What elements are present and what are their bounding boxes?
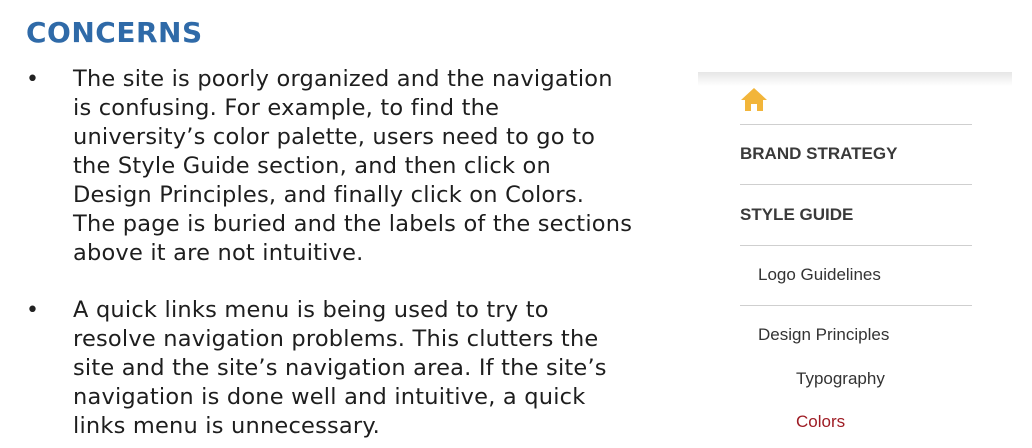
nav-divider [740, 124, 972, 125]
nav-top-shadow [698, 72, 1012, 86]
nav-item-typography[interactable]: Typography [796, 369, 885, 388]
nav-item-design-principles[interactable]: Design Principles [758, 325, 890, 344]
bullet-marker: • [26, 298, 39, 323]
nav-divider [740, 184, 972, 185]
bullet-text: The site is poorly organized and the navigation is confusing. For example, to find the university’s color palette, users need to go to the Style Guide section, and then click on Design Principles, and finally click on Colors. The page is buried and the labels of the sections above it are not intuitive. [73, 66, 633, 266]
bullet-text: A quick links menu is being used to try to resolve navigation problems. This clutters the site and the site’s navigation area. If the site’s navigation is done well and intuitive, a quick links menu is unnecessary. [73, 297, 607, 439]
nav-divider [740, 245, 972, 246]
nav-item-colors[interactable]: Colors [796, 412, 846, 431]
nav-divider [740, 305, 972, 306]
nav-item-style-guide[interactable]: STYLE GUIDE [740, 205, 854, 224]
site-navigation-screenshot [698, 72, 1012, 448]
bullet-marker: • [26, 67, 39, 92]
page-title: CONCERNS [26, 16, 203, 49]
nav-item-logo-guidelines[interactable]: Logo Guidelines [758, 265, 881, 284]
nav-item-brand-strategy[interactable]: BRAND STRATEGY [740, 144, 898, 163]
home-icon[interactable] [740, 86, 768, 112]
